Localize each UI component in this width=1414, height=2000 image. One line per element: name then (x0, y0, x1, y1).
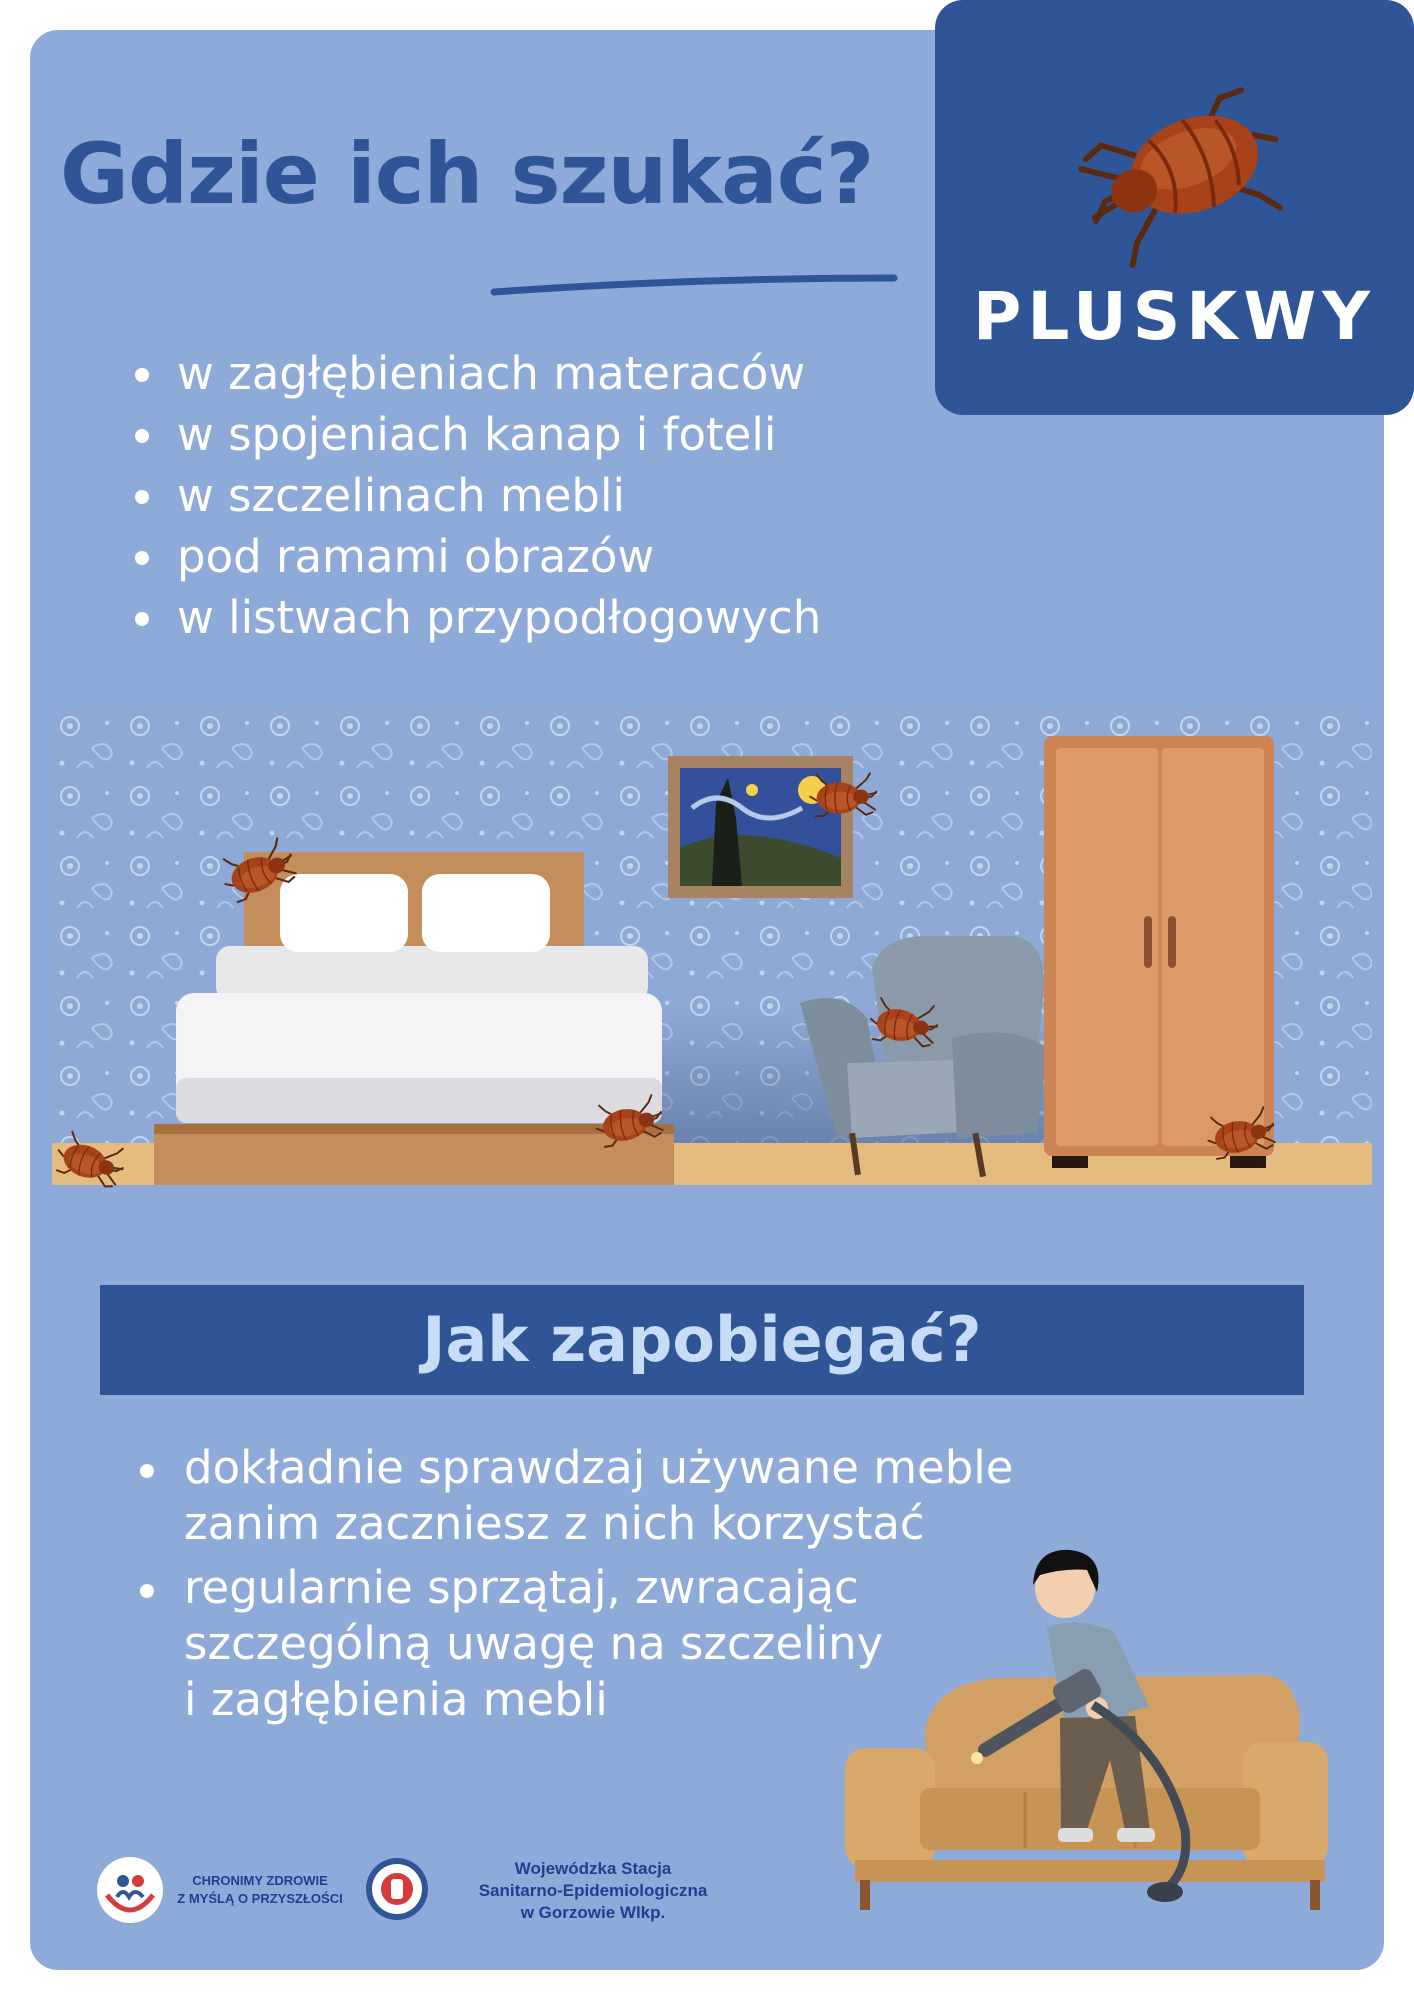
page-title: Gdzie ich szukać? (60, 125, 874, 223)
list-item-line: regularnie sprzątaj, zwracając (184, 1561, 859, 1614)
campaign-slogan (170, 1872, 350, 1908)
campaign-slogan-line: CHRONIMY ZDROWIE (192, 1873, 328, 1888)
title-badge (935, 0, 1414, 415)
list-item: w zagłębieniach materaców (135, 343, 821, 404)
institution-name-line: Wojewódzka Stacja (514, 1859, 672, 1878)
campaign-logo (95, 1855, 165, 1925)
list-item: w listwach przypodłogowych (135, 587, 821, 648)
bedroom-illustration (52, 708, 1372, 1193)
institution-name-line: Sanitarno-Epidemiologiczna (478, 1881, 708, 1900)
list-item-line: zanim zaczniesz z nich korzystać (184, 1497, 925, 1550)
institution-name-line: w Gorzowie Wlkp. (520, 1903, 666, 1922)
list-item-line: dokładnie sprawdzaj używane meble (184, 1441, 1014, 1494)
painting-icon (668, 756, 853, 898)
vacuuming-person-illustration (825, 1530, 1340, 1920)
badge-label: PLUSKWY (973, 278, 1376, 355)
bedbug-icon (1030, 70, 1330, 270)
title-underline (490, 272, 900, 298)
institution-name (448, 1858, 738, 1924)
list-item: w spojeniach kanap i foteli (135, 404, 821, 465)
list-item-line: szczególną uwagę na szczeliny (184, 1617, 884, 1670)
where-list (135, 343, 821, 648)
sanitary-inspection-seal (365, 1857, 429, 1921)
list-item: pod ramami obrazów (135, 526, 821, 587)
list-item: w szczelinach mebli (135, 465, 821, 526)
list-item-line: i zagłębienia mebli (184, 1673, 608, 1726)
prevent-title: Jak zapobiegać? (422, 1303, 982, 1376)
campaign-slogan-line: Z MYŚLĄ O PRZYSZŁOŚCI (177, 1891, 343, 1906)
prevent-banner (100, 1285, 1304, 1395)
wardrobe-icon (1044, 736, 1274, 1168)
